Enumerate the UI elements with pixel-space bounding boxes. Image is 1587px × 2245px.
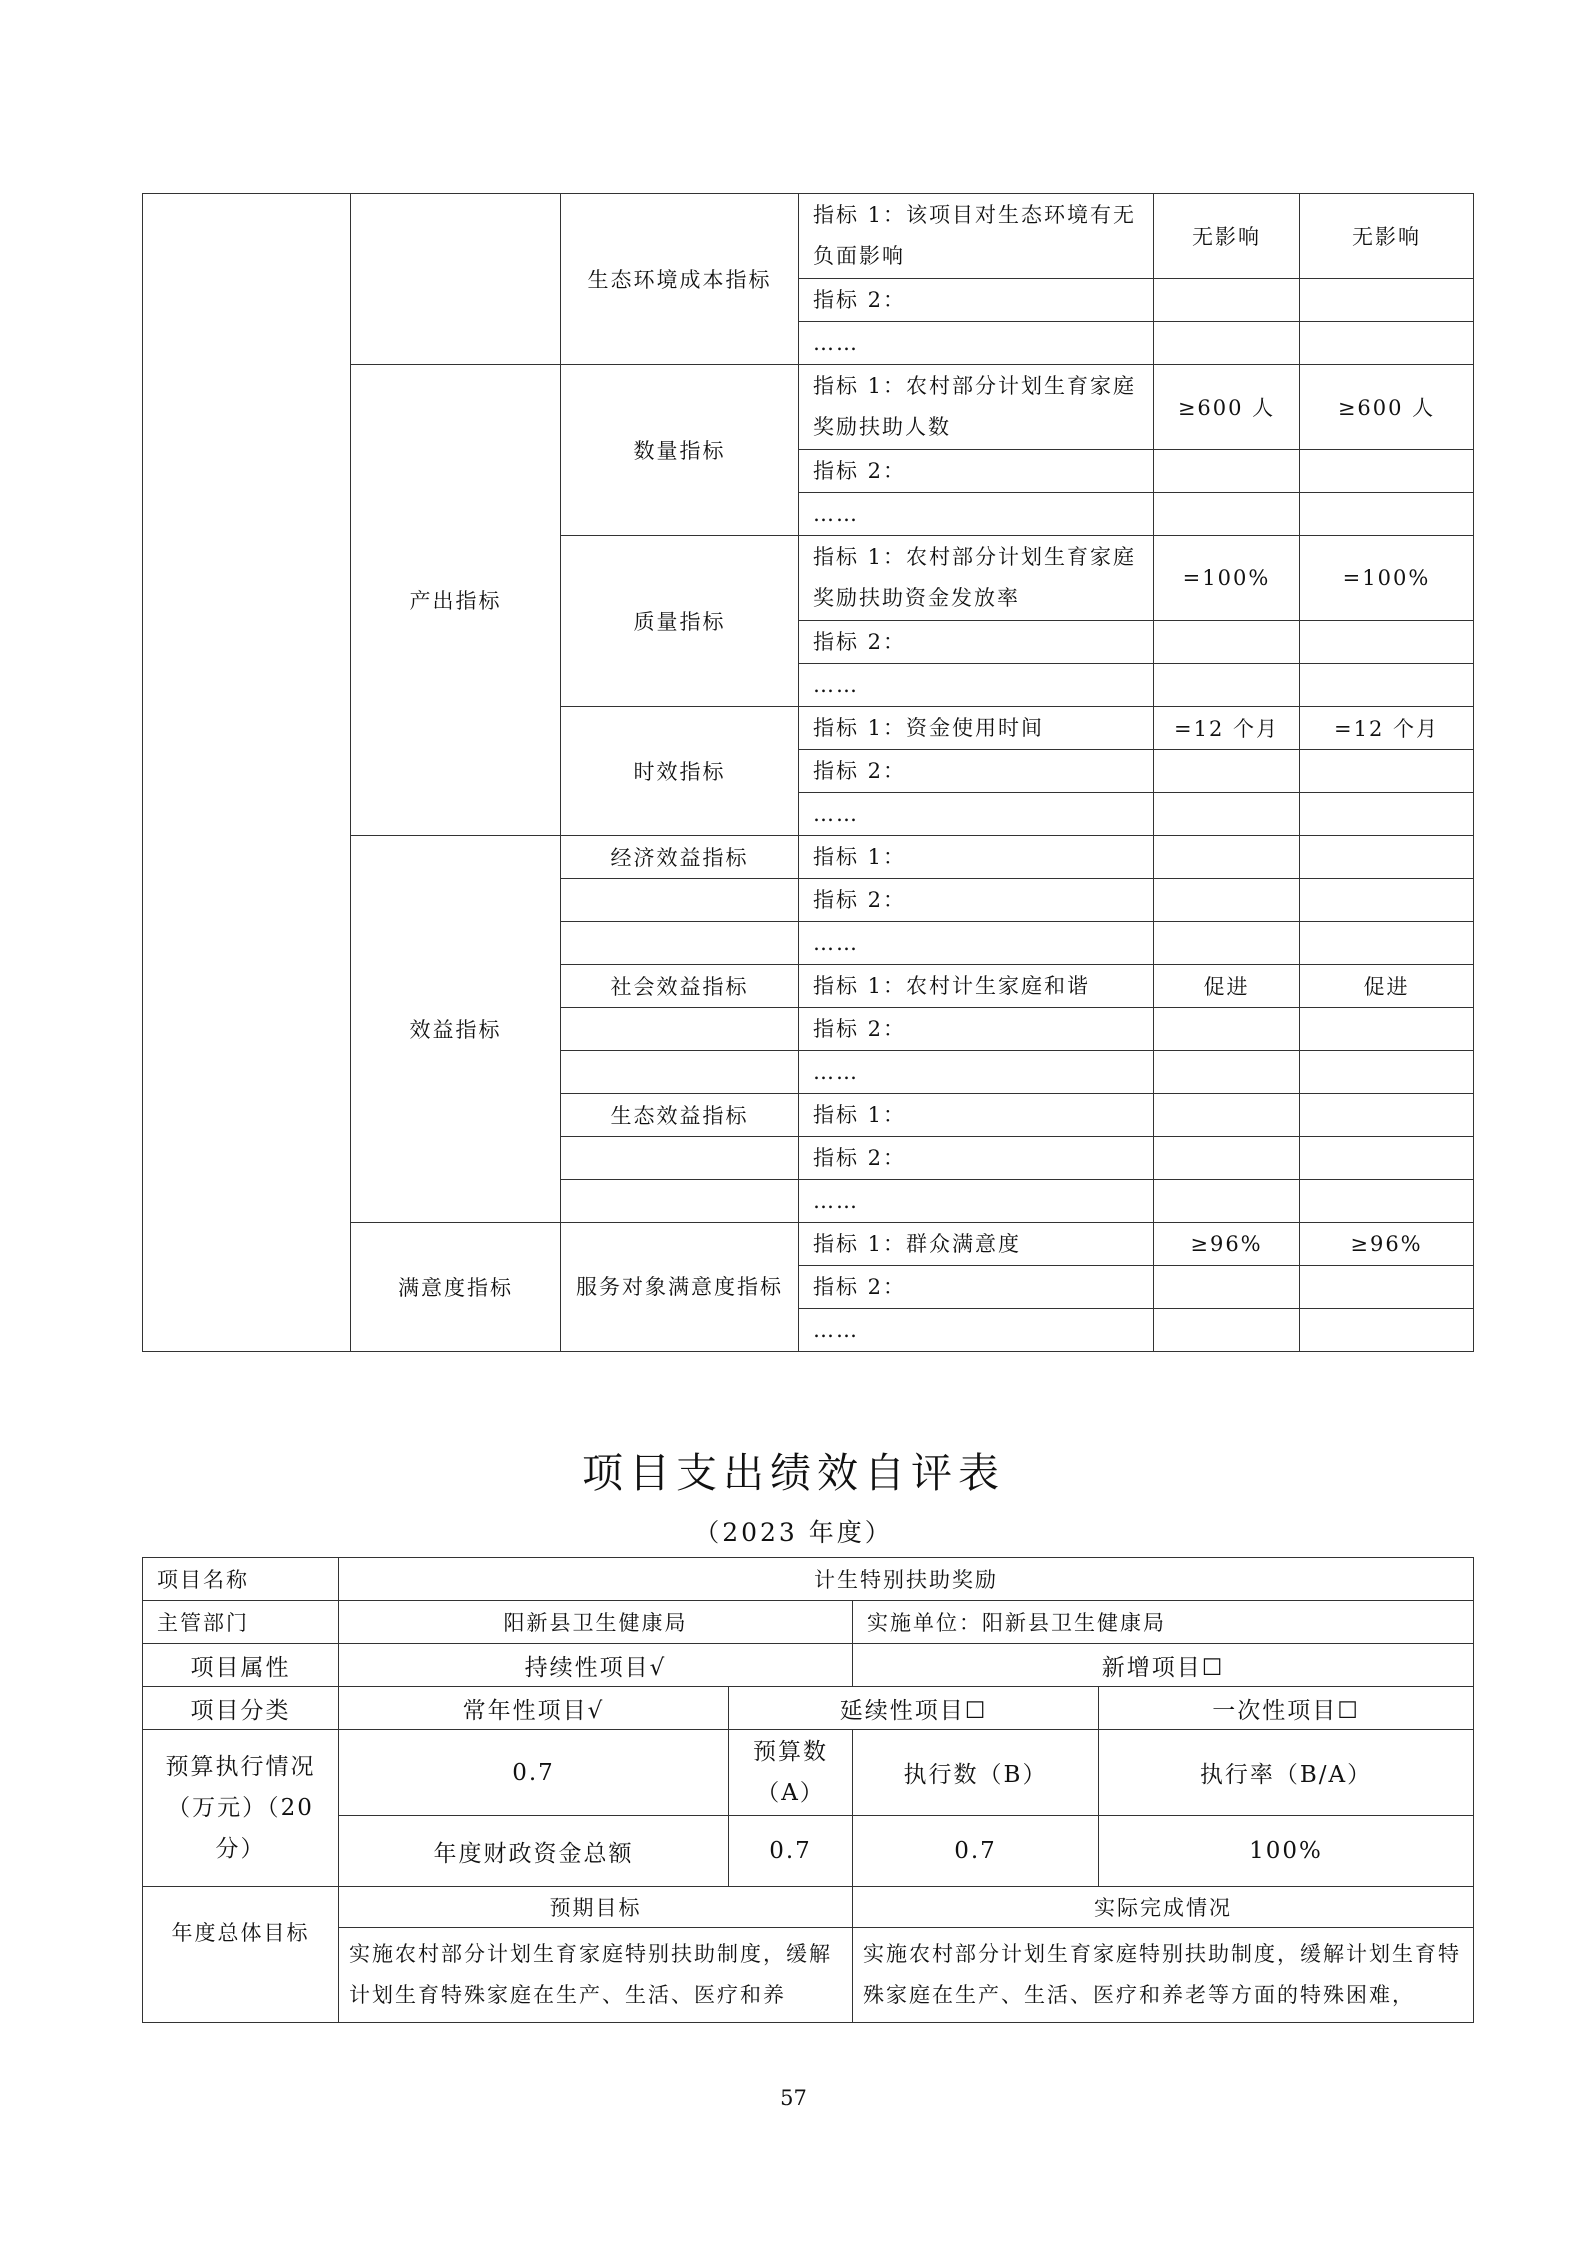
category-label: 项目分类 (143, 1687, 339, 1730)
target-cell (1154, 1180, 1300, 1223)
target-cell (1154, 1266, 1300, 1309)
quantity-category: 数量指标 (561, 365, 799, 536)
expected-text: 实施农村部分计划生育家庭特别扶助制度，缓解计划生育特殊家庭在生产、生活、医疗和养 (339, 1928, 853, 2023)
target-cell (1154, 322, 1300, 365)
indicator-cell: 指标 2： (799, 279, 1154, 322)
attr-continuing: 持续性项目√ (339, 1644, 853, 1687)
indicator-cell: …… (799, 1309, 1154, 1352)
social-category: 社会效益指标 (561, 965, 799, 1008)
actual-cell (1300, 322, 1474, 365)
form-subtitle: （2023 年度） (694, 1518, 893, 1547)
actual-cell: 无影响 (1300, 194, 1474, 279)
actual-cell (1300, 879, 1474, 922)
actual-cell (1300, 1008, 1474, 1051)
exec-rate-label: 执行率（B/A） (1099, 1730, 1474, 1816)
service-satisfaction-category: 服务对象满意度指标 (561, 1223, 799, 1352)
target-cell (1154, 664, 1300, 707)
actual-cell (1300, 836, 1474, 879)
actual-cell: ≥96% (1300, 1223, 1474, 1266)
indicator-cell: …… (799, 1180, 1154, 1223)
cat-onetime: 一次性项目☐ (1099, 1687, 1474, 1730)
budget-num-label: 预算数（A） (729, 1730, 853, 1816)
actual-cell (1300, 1094, 1474, 1137)
exec-num-label: 执行数（B） (853, 1730, 1099, 1816)
indicator-cell: 指标 2： (799, 1266, 1154, 1309)
target-cell: =100% (1154, 536, 1300, 621)
empty-cell (561, 1008, 799, 1051)
actual-cell (1300, 664, 1474, 707)
actual-cell (1300, 922, 1474, 965)
target-cell (1154, 1008, 1300, 1051)
actual-cell: =12 个月 (1300, 707, 1474, 750)
target-cell: =12 个月 (1154, 707, 1300, 750)
page-number: 57 (780, 2086, 807, 2110)
indicator-cell: 指标 1：该项目对生态环境有无负面影响 (799, 194, 1154, 279)
actual-cell (1300, 1137, 1474, 1180)
indicator-cell: …… (799, 1051, 1154, 1094)
quality-category: 质量指标 (561, 536, 799, 707)
satisfaction-category: 满意度指标 (351, 1223, 561, 1352)
empty-cell (561, 1137, 799, 1180)
output-category: 产出指标 (351, 365, 561, 836)
actual-cell (1300, 1309, 1474, 1352)
actual-label: 实际完成情况 (853, 1887, 1474, 1928)
indicator-cell: 指标 2： (799, 750, 1154, 793)
second-level-category-cell (351, 194, 561, 365)
attr-label: 项目属性 (143, 1644, 339, 1687)
actual-cell: =100% (1300, 536, 1474, 621)
eco-cost-category: 生态环境成本指标 (561, 194, 799, 365)
indicator-cell: 指标 2： (799, 621, 1154, 664)
indicator-cell: …… (799, 322, 1154, 365)
performance-indicator-table (142, 193, 1474, 1352)
indicator-cell: 指标 2： (799, 879, 1154, 922)
target-cell (1154, 836, 1300, 879)
indicator-cell: 指标 1：资金使用时间 (799, 707, 1154, 750)
dept-label: 主管部门 (143, 1601, 339, 1644)
target-cell: ≥96% (1154, 1223, 1300, 1266)
form-title: 项目支出绩效自评表 (582, 1449, 1005, 1497)
target-cell: 无影响 (1154, 194, 1300, 279)
target-cell (1154, 1309, 1300, 1352)
indicator-cell: 指标 2： (799, 1137, 1154, 1180)
economic-category: 经济效益指标 (561, 836, 799, 879)
actual-cell (1300, 621, 1474, 664)
indicator-cell: …… (799, 664, 1154, 707)
annual-rate: 100% (1099, 1816, 1474, 1887)
indicator-cell: 指标 1：农村计生家庭和谐 (799, 965, 1154, 1008)
actual-cell (1300, 493, 1474, 536)
indicator-cell: …… (799, 793, 1154, 836)
project-name-label: 项目名称 (143, 1558, 339, 1601)
self-evaluation-table (142, 1557, 1474, 2023)
actual-cell (1300, 279, 1474, 322)
ecological-category: 生态效益指标 (561, 1094, 799, 1137)
indicator-cell: 指标 1： (799, 1094, 1154, 1137)
dept-value: 阳新县卫生健康局 (339, 1601, 853, 1644)
empty-cell (561, 922, 799, 965)
annual-fund-label: 年度财政资金总额 (339, 1816, 729, 1887)
actual-cell (1300, 750, 1474, 793)
project-name: 计生特别扶助奖励 (339, 1558, 1474, 1601)
first-level-category-cell (143, 194, 351, 1352)
annual-budget: 0.7 (729, 1816, 853, 1887)
budget-label: 预算执行情况（万元）（20 分） (143, 1730, 339, 1887)
target-cell (1154, 493, 1300, 536)
target-cell (1154, 1051, 1300, 1094)
actual-cell: 促进 (1300, 965, 1474, 1008)
target-cell (1154, 450, 1300, 493)
target-cell: ≥600 人 (1154, 365, 1300, 450)
cat-regular: 常年性项目√ (339, 1687, 729, 1730)
expected-label: 预期目标 (339, 1887, 853, 1928)
actual-cell: ≥600 人 (1300, 365, 1474, 450)
target-cell (1154, 750, 1300, 793)
attr-new: 新增项目☐ (853, 1644, 1474, 1687)
benefit-category: 效益指标 (351, 836, 561, 1223)
empty-cell (561, 879, 799, 922)
indicator-cell: …… (799, 922, 1154, 965)
timeliness-category: 时效指标 (561, 707, 799, 836)
target-cell (1154, 621, 1300, 664)
indicator-cell: 指标 2： (799, 450, 1154, 493)
indicator-cell: 指标 1：群众满意度 (799, 1223, 1154, 1266)
indicator-cell: 指标 1：农村部分计划生育家庭奖励扶助资金发放率 (799, 536, 1154, 621)
indicator-cell: …… (799, 493, 1154, 536)
budget-total: 0.7 (339, 1730, 729, 1816)
impl-unit: 实施单位：阳新县卫生健康局 (853, 1601, 1474, 1644)
indicator-cell: 指标 2： (799, 1008, 1154, 1051)
actual-cell (1300, 450, 1474, 493)
annual-exec: 0.7 (853, 1816, 1099, 1887)
empty-cell (561, 1180, 799, 1223)
target-cell (1154, 279, 1300, 322)
indicator-cell: 指标 1： (799, 836, 1154, 879)
target-cell: 促进 (1154, 965, 1300, 1008)
empty-cell (561, 1051, 799, 1094)
actual-cell (1300, 1051, 1474, 1094)
actual-cell (1300, 1266, 1474, 1309)
target-cell (1154, 879, 1300, 922)
indicator-cell: 指标 1：农村部分计划生育家庭奖励扶助人数 (799, 365, 1154, 450)
target-cell (1154, 1094, 1300, 1137)
target-cell (1154, 793, 1300, 836)
actual-cell (1300, 793, 1474, 836)
target-cell (1154, 922, 1300, 965)
target-cell (1154, 1137, 1300, 1180)
actual-cell (1300, 1180, 1474, 1223)
actual-text: 实施农村部分计划生育家庭特别扶助制度，缓解计划生育特殊家庭在生产、生活、医疗和养老等方面的特殊困难， (853, 1928, 1474, 2023)
goal-label: 年度总体目标 (143, 1887, 339, 2023)
cat-extended: 延续性项目☐ (729, 1687, 1099, 1730)
